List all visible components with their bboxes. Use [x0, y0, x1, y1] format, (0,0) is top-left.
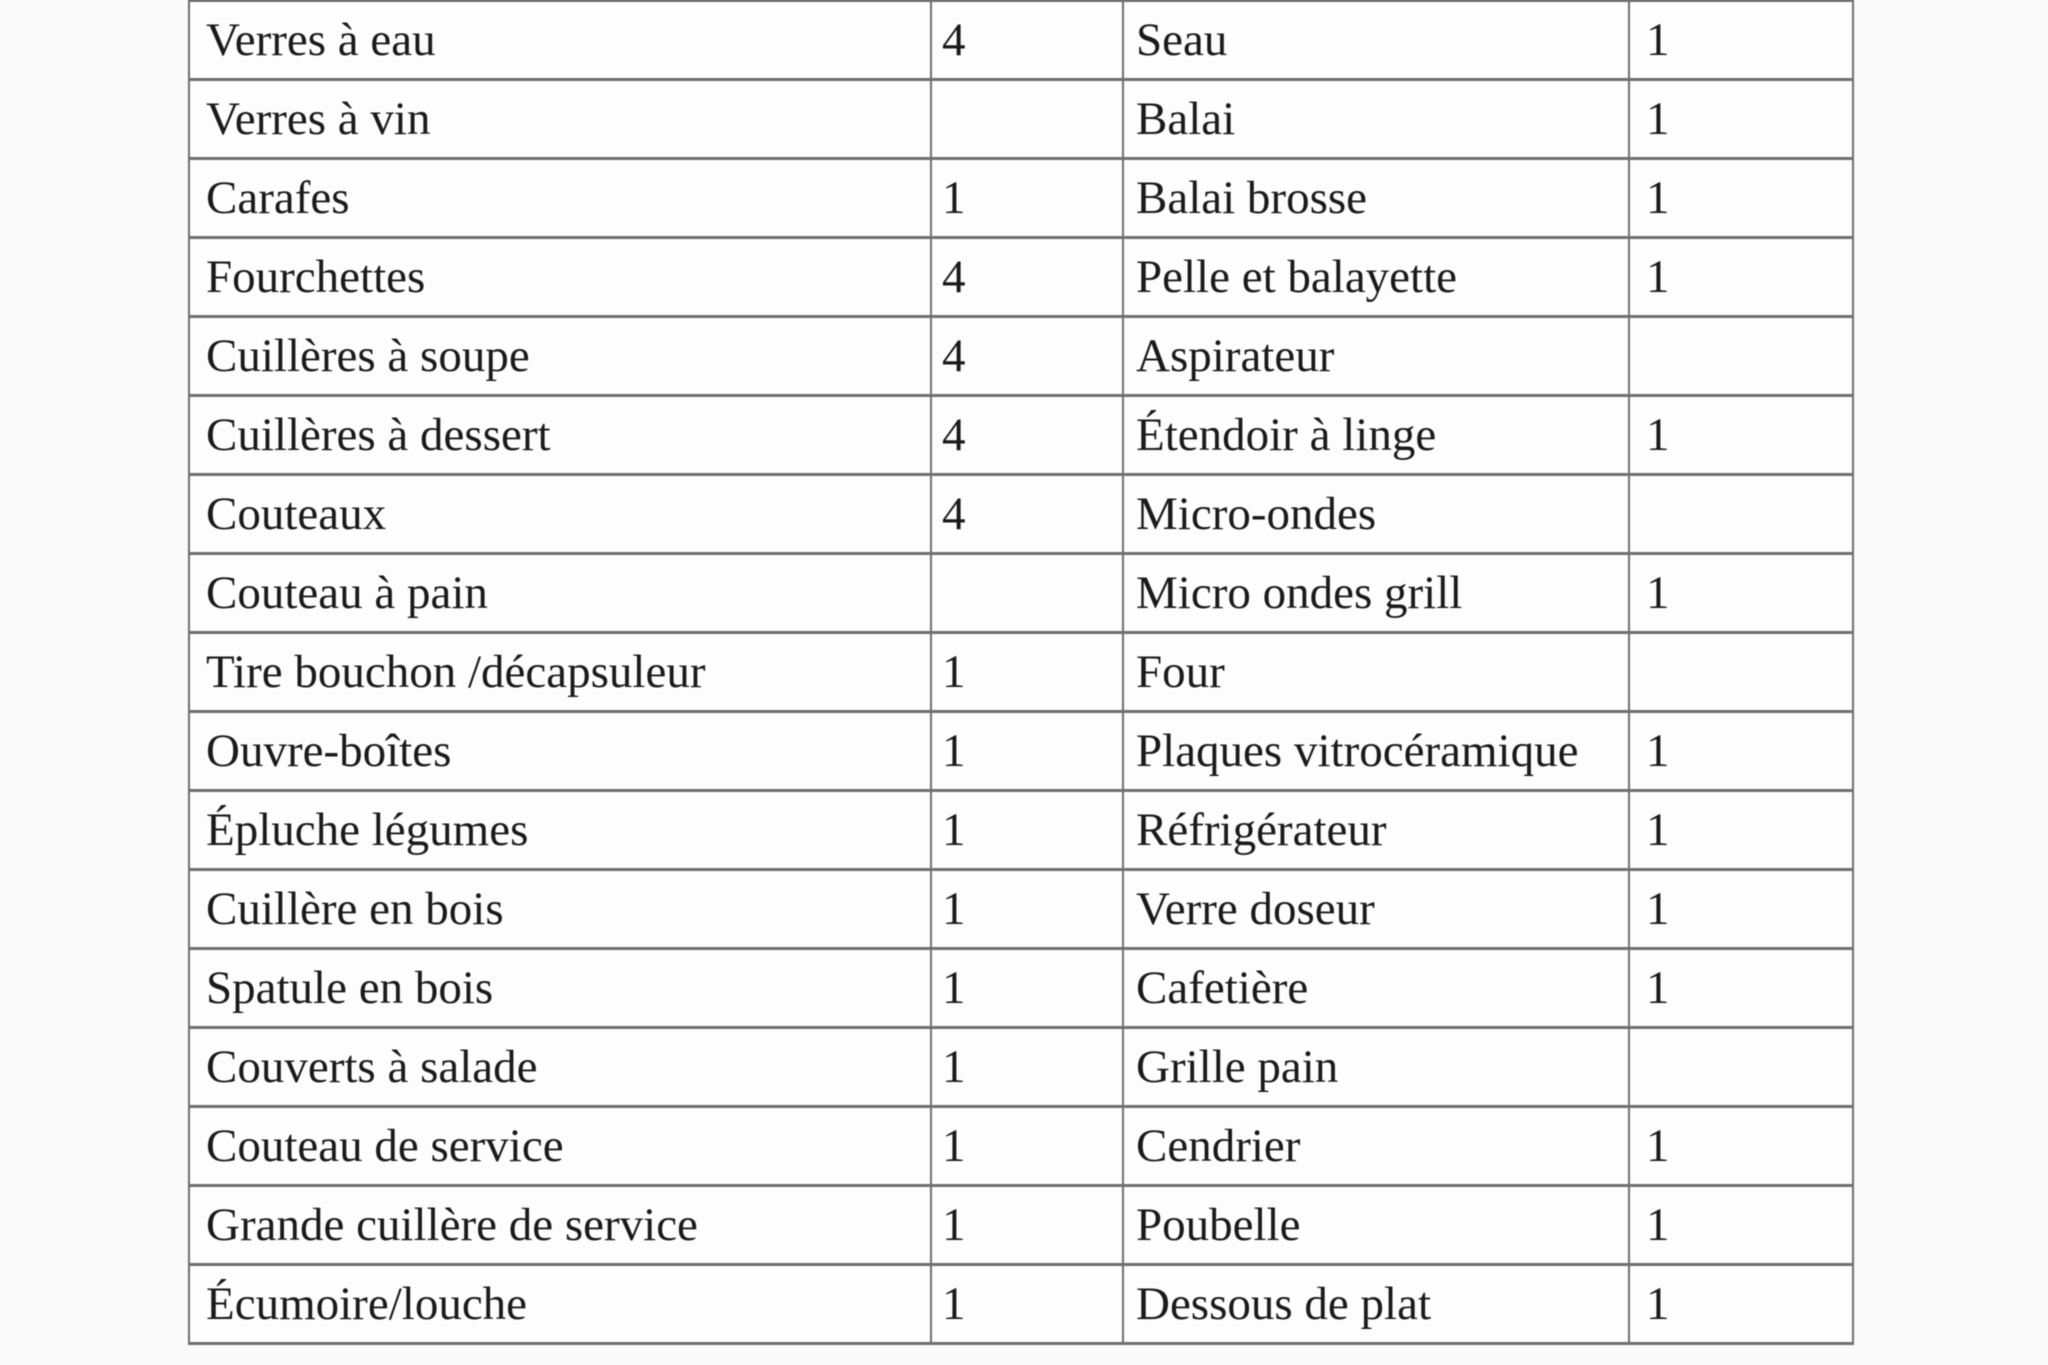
qty-cell-right: 1: [1629, 949, 1853, 1028]
item-cell-right: Aspirateur: [1123, 317, 1629, 396]
qty-cell-right: 1: [1629, 1186, 1853, 1265]
item-cell-left: Cuillère en bois: [189, 870, 931, 949]
qty-cell-right: [1629, 1028, 1853, 1107]
qty-cell-left: 4: [931, 238, 1123, 317]
qty-cell-left: [931, 554, 1123, 633]
qty-cell-left: 1: [931, 1265, 1123, 1344]
qty-cell-left: 4: [931, 396, 1123, 475]
table-row: [189, 1186, 1853, 1265]
qty-cell-right: 1: [1629, 554, 1853, 633]
item-cell-left: Cuillères à dessert: [189, 396, 931, 475]
item-cell-left: Verres à vin: [189, 80, 931, 159]
qty-cell-left: 4: [931, 1, 1123, 80]
item-cell-left: Ouvre-boîtes: [189, 712, 931, 791]
qty-cell-right: [1629, 317, 1853, 396]
qty-cell-right: 1: [1629, 1265, 1853, 1344]
table-row: [189, 317, 1853, 396]
qty-cell-right: [1629, 633, 1853, 712]
item-cell-right: Balai brosse: [1123, 159, 1629, 238]
qty-cell-left: 1: [931, 712, 1123, 791]
table-row: [189, 159, 1853, 238]
item-cell-right: Grille pain: [1123, 1028, 1629, 1107]
item-cell-right: Balai: [1123, 80, 1629, 159]
item-cell-left: Couteaux: [189, 475, 931, 554]
item-cell-left: Verres à eau: [189, 1, 931, 80]
item-cell-right: Seau: [1123, 1, 1629, 80]
table-row: [189, 791, 1853, 870]
table-row-bottom-cutoff: [189, 1265, 1853, 1344]
item-cell-left: Épluche légumes: [189, 791, 931, 870]
qty-cell-right: 1: [1629, 238, 1853, 317]
qty-cell-right: 1: [1629, 396, 1853, 475]
item-cell-left: Couverts à salade: [189, 1028, 931, 1107]
item-cell-right: Cendrier: [1123, 1107, 1629, 1186]
item-cell-left: Spatule en bois: [189, 949, 931, 1028]
item-cell-left: Couteau à pain: [189, 554, 931, 633]
qty-cell-right: 1: [1629, 1, 1853, 80]
item-cell-left: Grande cuillère de service: [189, 1186, 931, 1265]
item-cell-right: Poubelle: [1123, 1186, 1629, 1265]
qty-cell-left: 1: [931, 1107, 1123, 1186]
item-cell-left: Couteau de service: [189, 1107, 931, 1186]
item-cell-left: Fourchettes: [189, 238, 931, 317]
table-row: [189, 80, 1853, 159]
item-cell-left: Cuillères à soupe: [189, 317, 931, 396]
item-cell-right: Micro ondes grill: [1123, 554, 1629, 633]
item-cell-right: Micro-ondes: [1123, 475, 1629, 554]
item-cell-right: Pelle et balayette: [1123, 238, 1629, 317]
qty-cell-left: 4: [931, 317, 1123, 396]
table-row: [189, 396, 1853, 475]
qty-cell-left: 1: [931, 870, 1123, 949]
item-cell-right: Verre doseur: [1123, 870, 1629, 949]
table-row: [189, 712, 1853, 791]
qty-cell-right: 1: [1629, 80, 1853, 159]
item-cell-right: Dessous de plat: [1123, 1265, 1629, 1344]
item-cell-right: Plaques vitrocéramique: [1123, 712, 1629, 791]
table-row: [189, 633, 1853, 712]
item-cell-right: Four: [1123, 633, 1629, 712]
table-row: [189, 1107, 1853, 1186]
qty-cell-right: 1: [1629, 159, 1853, 238]
qty-cell-left: 1: [931, 949, 1123, 1028]
qty-cell-left: 1: [931, 1028, 1123, 1107]
item-cell-left: Carafes: [189, 159, 931, 238]
item-cell-right: Étendoir à linge: [1123, 396, 1629, 475]
qty-cell-right: 1: [1629, 1107, 1853, 1186]
qty-cell-right: 1: [1629, 791, 1853, 870]
table-row: [189, 238, 1853, 317]
qty-cell-left: [931, 80, 1123, 159]
table-row: [189, 949, 1853, 1028]
table-body: [189, 0, 1853, 1344]
qty-cell-left: 1: [931, 1186, 1123, 1265]
inventory-table: [188, 0, 1854, 1345]
table-row: [189, 554, 1853, 633]
qty-cell-right: 1: [1629, 712, 1853, 791]
table-row: [189, 1028, 1853, 1107]
table-row: [189, 1, 1853, 80]
qty-cell-left: 1: [931, 633, 1123, 712]
table-row: [189, 870, 1853, 949]
qty-cell-right: 1: [1629, 870, 1853, 949]
item-cell-left: Tire bouchon /décapsuleur: [189, 633, 931, 712]
qty-cell-left: 4: [931, 475, 1123, 554]
qty-cell-right: [1629, 475, 1853, 554]
item-cell-right: Cafetière: [1123, 949, 1629, 1028]
table-row: [189, 475, 1853, 554]
qty-cell-left: 1: [931, 159, 1123, 238]
item-cell-left: Écumoire/louche: [189, 1265, 931, 1344]
qty-cell-left: 1: [931, 791, 1123, 870]
item-cell-right: Réfrigérateur: [1123, 791, 1629, 870]
